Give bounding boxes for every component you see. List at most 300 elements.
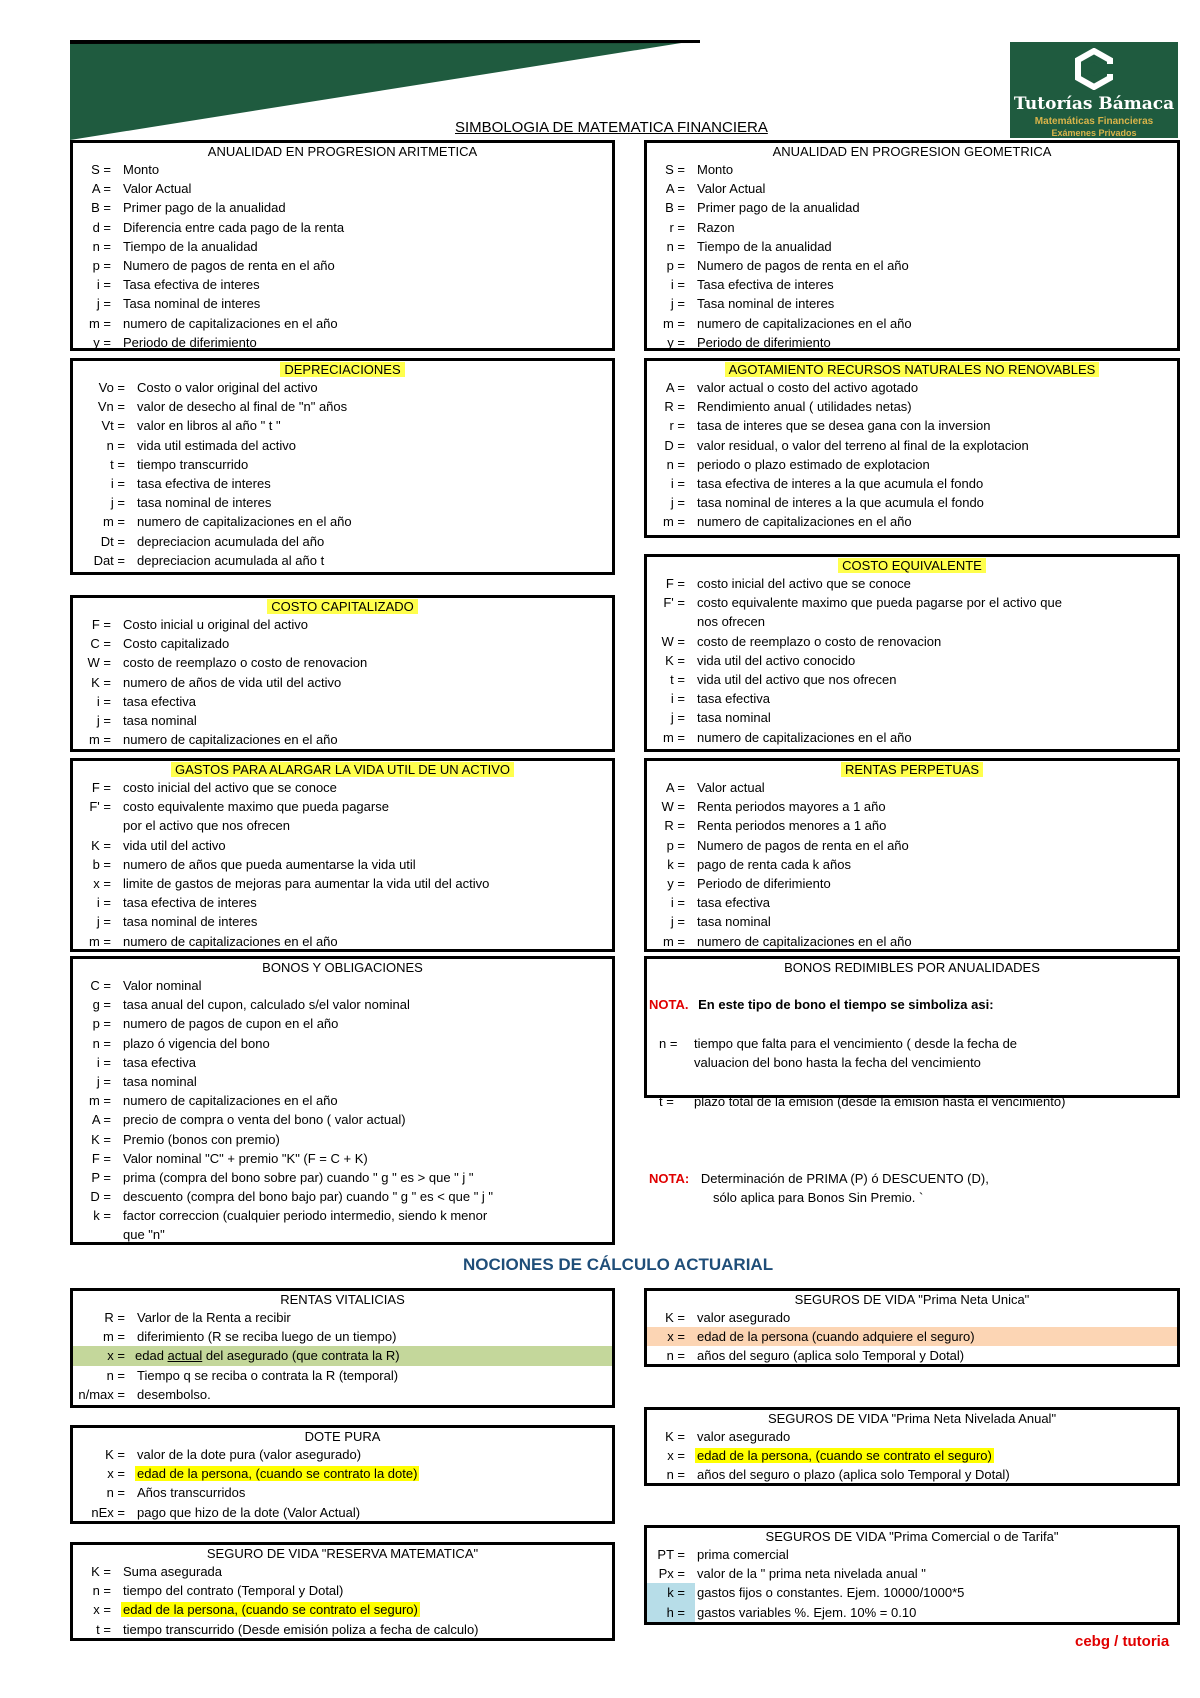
description <box>121 1562 612 1581</box>
symbol: n = <box>666 1348 685 1364</box>
description-text: vida util del activo <box>123 837 226 853</box>
box-title-text: DEPRECIACIONES <box>280 362 404 377</box>
symbol-row <box>647 874 1177 893</box>
description <box>695 612 1177 631</box>
box-rentas-vitalicias <box>70 1288 615 1408</box>
description <box>121 816 612 835</box>
description <box>121 778 612 797</box>
symbol-row <box>73 275 612 294</box>
symbol-row <box>73 160 612 179</box>
symbol-row <box>73 1034 612 1053</box>
description <box>135 1366 612 1385</box>
description-text: Diferencia entre cada pago de la renta <box>123 219 345 235</box>
symbol: F = <box>91 1150 111 1166</box>
description-text: numero de capitalizaciones en el año <box>697 729 912 745</box>
description-text: años del seguro o plazo (aplica solo Temporal y Dotal) <box>697 1467 1010 1483</box>
box-title-text: SEGUROS DE VIDA "Prima Neta Unica" <box>794 1292 1030 1307</box>
description-text: Costo inicial u original del activo <box>123 617 308 632</box>
description <box>695 689 1177 708</box>
box-title <box>73 143 612 160</box>
nota-line <box>649 995 994 1014</box>
symbol: j = <box>96 1073 111 1089</box>
symbol-row <box>73 1483 612 1502</box>
symbol-row <box>647 1564 1177 1583</box>
symbol-row <box>73 1014 612 1033</box>
description <box>121 634 612 653</box>
symbol: i = <box>110 475 125 491</box>
symbol-row <box>73 1581 612 1600</box>
description-text: tasa efectiva <box>123 693 196 709</box>
description <box>135 1346 612 1365</box>
symbol-row <box>73 673 612 692</box>
symbol: r = <box>669 418 685 434</box>
description <box>135 397 612 416</box>
description-text: tasa nominal <box>123 1073 197 1089</box>
description <box>695 436 1177 455</box>
symbol: K = <box>665 1310 685 1325</box>
description <box>135 436 612 455</box>
box-title-text: ANUALIDAD EN PROGRESION GEOMETRICA <box>772 144 1052 159</box>
symbol: x = <box>93 875 111 891</box>
description-text: Costo o valor original del activo <box>137 380 318 395</box>
description-text: depreciacion acumulada del año <box>137 533 325 549</box>
description-text: edad de la persona, (cuando se contrato la dote) <box>137 1466 418 1482</box>
description <box>121 1130 612 1149</box>
symbol: W = <box>661 633 685 649</box>
symbol-row <box>647 275 1177 294</box>
description-text: Monto <box>697 162 734 177</box>
symbol: m = <box>88 1093 111 1109</box>
description-part: del asegurado (que contrata la R) <box>202 1348 400 1364</box>
nota-text: En este tipo de bono el tiempo se simboliza asi: <box>698 997 994 1012</box>
symbol-row <box>73 1327 612 1346</box>
symbol: i = <box>670 895 685 911</box>
description <box>121 855 612 874</box>
box-title <box>73 761 612 778</box>
symbol-row <box>647 512 1177 531</box>
symbol-row <box>647 651 1177 670</box>
symbol: n = <box>92 238 111 254</box>
nota-label: NOTA. <box>649 997 689 1012</box>
symbol: m = <box>662 729 685 745</box>
description-text: tasa de interes que se desea gana con la inversion <box>697 418 991 434</box>
symbol: S = <box>665 162 685 177</box>
description-text: vida util del activo que nos ofrecen <box>697 671 897 687</box>
symbol: C = <box>90 636 111 652</box>
description <box>695 574 1177 593</box>
description-text: tasa efectiva de interes <box>137 475 271 491</box>
symbol-row <box>647 1427 1177 1446</box>
symbol-row <box>647 855 1177 874</box>
symbol-row <box>647 1583 1177 1602</box>
description-text: valor de la " prima neta nivelada anual " <box>697 1566 926 1582</box>
description <box>695 1308 1177 1327</box>
description-text: Primer pago de la anualidad <box>697 200 860 216</box>
symbol-row <box>647 493 1177 512</box>
symbol-row <box>647 1603 1177 1622</box>
description <box>135 1308 612 1327</box>
symbol-row <box>73 474 612 493</box>
symbol: m = <box>102 1329 125 1345</box>
description-text: tiempo del contrato (Temporal y Dotal) <box>123 1583 344 1599</box>
description <box>695 378 1177 397</box>
symbol: R = <box>664 399 685 415</box>
description-text: que "n" <box>123 1227 165 1243</box>
symbol: x = <box>93 1602 111 1618</box>
symbol: i = <box>96 693 111 709</box>
logo-brand-name: Tutorías Bámaca <box>1013 94 1175 114</box>
symbol-row <box>73 816 612 835</box>
symbol-row <box>647 797 1177 816</box>
symbol-row <box>647 816 1177 835</box>
box-title <box>73 361 612 378</box>
description <box>121 294 612 313</box>
symbol: Vn = <box>97 399 125 415</box>
description-text: Razon <box>697 219 735 235</box>
description <box>135 474 612 493</box>
symbol: Vo = <box>98 380 125 395</box>
description <box>121 1168 612 1187</box>
description <box>135 1503 612 1522</box>
description <box>121 1206 612 1225</box>
symbol-row <box>73 237 612 256</box>
description <box>121 797 612 816</box>
symbol-row <box>73 493 612 512</box>
symbol-row <box>73 294 612 313</box>
description <box>695 1583 1177 1602</box>
description <box>695 275 1177 294</box>
logo-icon <box>1073 48 1115 90</box>
symbol-row <box>647 728 1177 747</box>
symbol-row <box>647 893 1177 912</box>
symbol: y = <box>667 334 685 350</box>
symbol-row <box>73 532 612 551</box>
symbol-row <box>73 416 612 435</box>
description-text: periodo o plazo estimado de explotacion <box>697 456 930 472</box>
symbol-row <box>73 333 612 352</box>
symbol: Px = <box>658 1566 685 1582</box>
description <box>695 218 1177 237</box>
description-text: nos ofrecen <box>697 614 765 630</box>
description <box>121 160 612 179</box>
description <box>121 1072 612 1091</box>
symbol: k = <box>647 1583 695 1602</box>
description-text: Periodo de diferimiento <box>697 875 831 891</box>
description-text: costo inicial del activo que se conoce <box>697 576 911 591</box>
description <box>135 1445 612 1464</box>
description: tiempo que falta para el vencimiento ( desde la fecha de <box>694 1036 1018 1051</box>
description <box>121 653 612 672</box>
description-text: numero de años de vida util del activo <box>123 674 342 690</box>
description-text: Tasa efectiva de interes <box>123 277 260 293</box>
symbol: K = <box>91 674 111 690</box>
description <box>695 593 1177 612</box>
box-title-text: DOTE PURA <box>304 1429 381 1444</box>
symbol-row <box>647 912 1177 931</box>
box-title-text: COSTO EQUIVALENTE <box>838 558 986 573</box>
symbol: W = <box>87 655 111 671</box>
description <box>695 728 1177 747</box>
symbol: i = <box>96 895 111 911</box>
description <box>695 160 1177 179</box>
symbol: n/max = <box>78 1386 125 1402</box>
description-text: tasa nominal <box>697 710 771 726</box>
box-dote-pura <box>70 1425 615 1524</box>
symbol: t = <box>670 671 685 687</box>
description <box>695 1603 1177 1622</box>
symbol-row <box>647 198 1177 217</box>
description-text: valor de la dote pura (valor asegurado) <box>137 1447 362 1462</box>
symbol <box>647 612 695 631</box>
symbol-row <box>73 653 612 672</box>
symbol: K = <box>91 1564 111 1579</box>
description <box>695 670 1177 689</box>
description <box>135 532 612 551</box>
description <box>121 1187 612 1206</box>
symbol: D = <box>90 1189 111 1205</box>
description <box>121 1034 612 1053</box>
description <box>135 493 612 512</box>
description <box>121 1053 612 1072</box>
description <box>135 416 612 435</box>
symbol-row <box>73 855 612 874</box>
symbol: D = <box>664 437 685 453</box>
symbol-row <box>647 1545 1177 1564</box>
symbol-row <box>73 1168 612 1187</box>
symbol-row <box>647 670 1177 689</box>
symbol-row <box>647 474 1177 493</box>
symbol-row <box>647 218 1177 237</box>
box-anualidad-geometrica <box>644 140 1180 351</box>
symbol: F = <box>91 617 111 632</box>
logo-subtitle: Matemáticas Financieras <box>1034 116 1154 127</box>
symbol-row <box>73 1562 612 1581</box>
symbol: m = <box>662 315 685 331</box>
description-text: factor correccion (cualquier periodo intermedio, siendo k menor <box>123 1208 488 1224</box>
description-text: numero de capitalizaciones en el año <box>137 514 352 530</box>
description <box>695 1564 1177 1583</box>
symbol-row <box>647 1465 1177 1484</box>
description <box>695 179 1177 198</box>
description <box>695 708 1177 727</box>
description-text: Costo capitalizado <box>123 636 230 652</box>
description-text: costo equivalente maximo que pueda pagarse por el activo que <box>697 595 1062 611</box>
symbol: x = <box>107 1466 125 1482</box>
symbol-row <box>73 378 612 397</box>
symbol-row <box>73 1620 612 1639</box>
box-title-text: SEGURO DE VIDA "RESERVA MATEMATICA" <box>206 1546 479 1561</box>
description-text: edad de la persona, (cuando se contrato el seguro) <box>697 1448 992 1464</box>
description-text: tasa efectiva de interes a la que acumula el fondo <box>697 475 984 491</box>
description <box>121 836 612 855</box>
box-title-text: GASTOS PARA ALARGAR LA VIDA UTIL DE UN ACTIVO <box>171 762 514 777</box>
description-text: valor de desecho al final de "n" años <box>137 399 348 415</box>
symbol-row <box>647 416 1177 435</box>
symbol: m = <box>102 514 125 530</box>
symbol: n = <box>106 1367 125 1383</box>
description-text: Tasa nominal de interes <box>697 296 835 312</box>
box-title <box>647 1291 1177 1308</box>
box-title-text: ANUALIDAD EN PROGRESION ARITMETICA <box>207 144 478 159</box>
symbol-row <box>73 1366 612 1385</box>
box-title <box>647 557 1177 574</box>
symbol: Vt = <box>101 418 125 434</box>
description-text: numero de capitalizaciones en el año <box>697 315 912 331</box>
symbol: F' = <box>89 799 111 815</box>
box-seguros-prima-nivelada <box>644 1407 1180 1486</box>
symbol: t = <box>110 456 125 472</box>
symbol-row <box>73 1053 612 1072</box>
section-title-actuarial: NOCIONES DE CÁLCULO ACTUARIAL <box>463 1255 774 1274</box>
description <box>135 512 612 531</box>
symbol <box>73 816 121 835</box>
description-text: tasa efectiva <box>123 1054 196 1070</box>
symbol: n = <box>106 1485 125 1501</box>
box-title-text: RENTAS PERPETUAS <box>841 762 983 777</box>
symbol-row <box>647 689 1177 708</box>
description <box>695 416 1177 435</box>
description <box>695 855 1177 874</box>
description-text: numero de años que pueda aumentarse la vida util <box>123 856 416 872</box>
description-text: Periodo de diferimiento <box>697 334 831 350</box>
description <box>121 1014 612 1033</box>
symbol-row <box>73 797 612 816</box>
description-text: numero de capitalizaciones en el año <box>697 933 912 949</box>
description <box>695 836 1177 855</box>
description <box>121 1091 612 1110</box>
description-text: numero de capitalizaciones en el año <box>123 315 338 331</box>
symbol: p = <box>92 1016 111 1032</box>
symbol: n = <box>92 1035 111 1051</box>
description <box>121 1600 612 1619</box>
symbol: j = <box>670 710 685 726</box>
box-seguros-prima-unica <box>644 1288 1180 1367</box>
box-title <box>73 1545 612 1562</box>
description <box>135 1327 612 1346</box>
symbol: d = <box>92 219 111 235</box>
symbol-row <box>73 1503 612 1522</box>
symbol-row <box>647 333 1177 352</box>
symbol: j = <box>670 495 685 511</box>
symbol: t = <box>96 1621 111 1637</box>
description <box>121 692 612 711</box>
symbol: i = <box>670 475 685 491</box>
brand-logo <box>1010 42 1178 138</box>
description <box>135 378 612 397</box>
description-text: costo de reemplazo o costo de renovacion <box>123 655 368 671</box>
description <box>121 976 612 995</box>
symbol-row <box>73 1225 612 1244</box>
symbol-row <box>647 778 1177 797</box>
symbol: j = <box>96 712 111 728</box>
symbol-row <box>73 730 612 749</box>
description <box>121 256 612 275</box>
description <box>135 551 612 570</box>
symbol-row <box>73 874 612 893</box>
description-text: tasa anual del cupon, calculado s/el valor nominal <box>123 997 410 1013</box>
description-text: gastos variables %. Ejem. 10% = 0.10 <box>697 1604 917 1620</box>
symbol: R = <box>664 818 685 834</box>
symbol-row <box>73 1464 612 1483</box>
symbol-row <box>647 1446 1177 1465</box>
description-text: valor asegurado <box>697 1310 791 1325</box>
description-text: Renta periodos mayores a 1 año <box>697 799 886 815</box>
box-title <box>73 1291 612 1308</box>
description <box>135 1385 612 1404</box>
symbol-row <box>73 836 612 855</box>
symbol: m = <box>662 933 685 949</box>
description <box>121 874 612 893</box>
symbol-row <box>647 294 1177 313</box>
symbol: m = <box>88 933 111 949</box>
symbol: r = <box>669 219 685 235</box>
symbol-row <box>73 711 612 730</box>
description-text: diferimiento (R se reciba luego de un tiempo) <box>137 1329 397 1345</box>
description-text: valor actual o costo del activo agotado <box>697 380 919 395</box>
description-text: precio de compra o venta del bono ( valor actual) <box>123 1112 406 1128</box>
description <box>121 275 612 294</box>
symbol: F = <box>91 780 111 795</box>
description <box>695 294 1177 313</box>
symbol: A = <box>665 181 685 197</box>
symbol-row <box>73 179 612 198</box>
description <box>121 1225 612 1244</box>
description-text: Valor nominal <box>123 978 202 993</box>
description <box>695 474 1177 493</box>
box-title <box>647 761 1177 778</box>
description-text: tasa efectiva de interes <box>123 895 257 911</box>
symbol: j = <box>670 296 685 312</box>
box-bonos-redimibles <box>644 956 1180 1109</box>
symbol: n = <box>106 437 125 453</box>
symbol-row <box>647 455 1177 474</box>
symbol-row <box>647 836 1177 855</box>
box-rentas-perpetuas <box>644 758 1180 952</box>
description <box>695 493 1177 512</box>
description-text: prima (compra del bono sobre par) cuando " g " es > que " j " <box>123 1169 474 1185</box>
description <box>695 397 1177 416</box>
symbol: A = <box>91 1112 111 1128</box>
box-title-text: SEGUROS DE VIDA "Prima Neta Nivelada Anual" <box>767 1411 1057 1426</box>
box-title <box>647 361 1177 378</box>
symbol: A = <box>665 380 685 395</box>
symbol-row <box>73 314 612 333</box>
symbol-row <box>73 893 612 912</box>
symbol: K = <box>665 1429 685 1444</box>
symbol-row <box>73 551 612 570</box>
description-text: numero de capitalizaciones en el año <box>697 514 912 530</box>
symbol: A = <box>91 181 111 197</box>
footer-credit: cebg / tutoria <box>1075 1633 1170 1650</box>
description-text: tasa nominal de interes <box>123 914 258 930</box>
description <box>121 1149 612 1168</box>
symbol-row <box>73 1187 612 1206</box>
symbol-row <box>647 1346 1177 1365</box>
description-text: Valor Actual <box>697 181 766 197</box>
symbol: n = <box>659 1036 678 1051</box>
symbol: nEx = <box>91 1504 125 1520</box>
description <box>121 333 612 352</box>
box-title-text: RENTAS VITALICIAS <box>280 1292 405 1307</box>
box-title <box>73 1428 612 1445</box>
description-text: valor asegurado <box>697 1429 791 1444</box>
box-seguros-prima-comercial <box>644 1525 1180 1625</box>
symbol-row <box>73 778 612 797</box>
description-text: Premio (bonos con premio) <box>123 1131 280 1147</box>
description <box>695 816 1177 835</box>
symbol-row <box>73 218 612 237</box>
symbol: F' = <box>663 595 685 611</box>
